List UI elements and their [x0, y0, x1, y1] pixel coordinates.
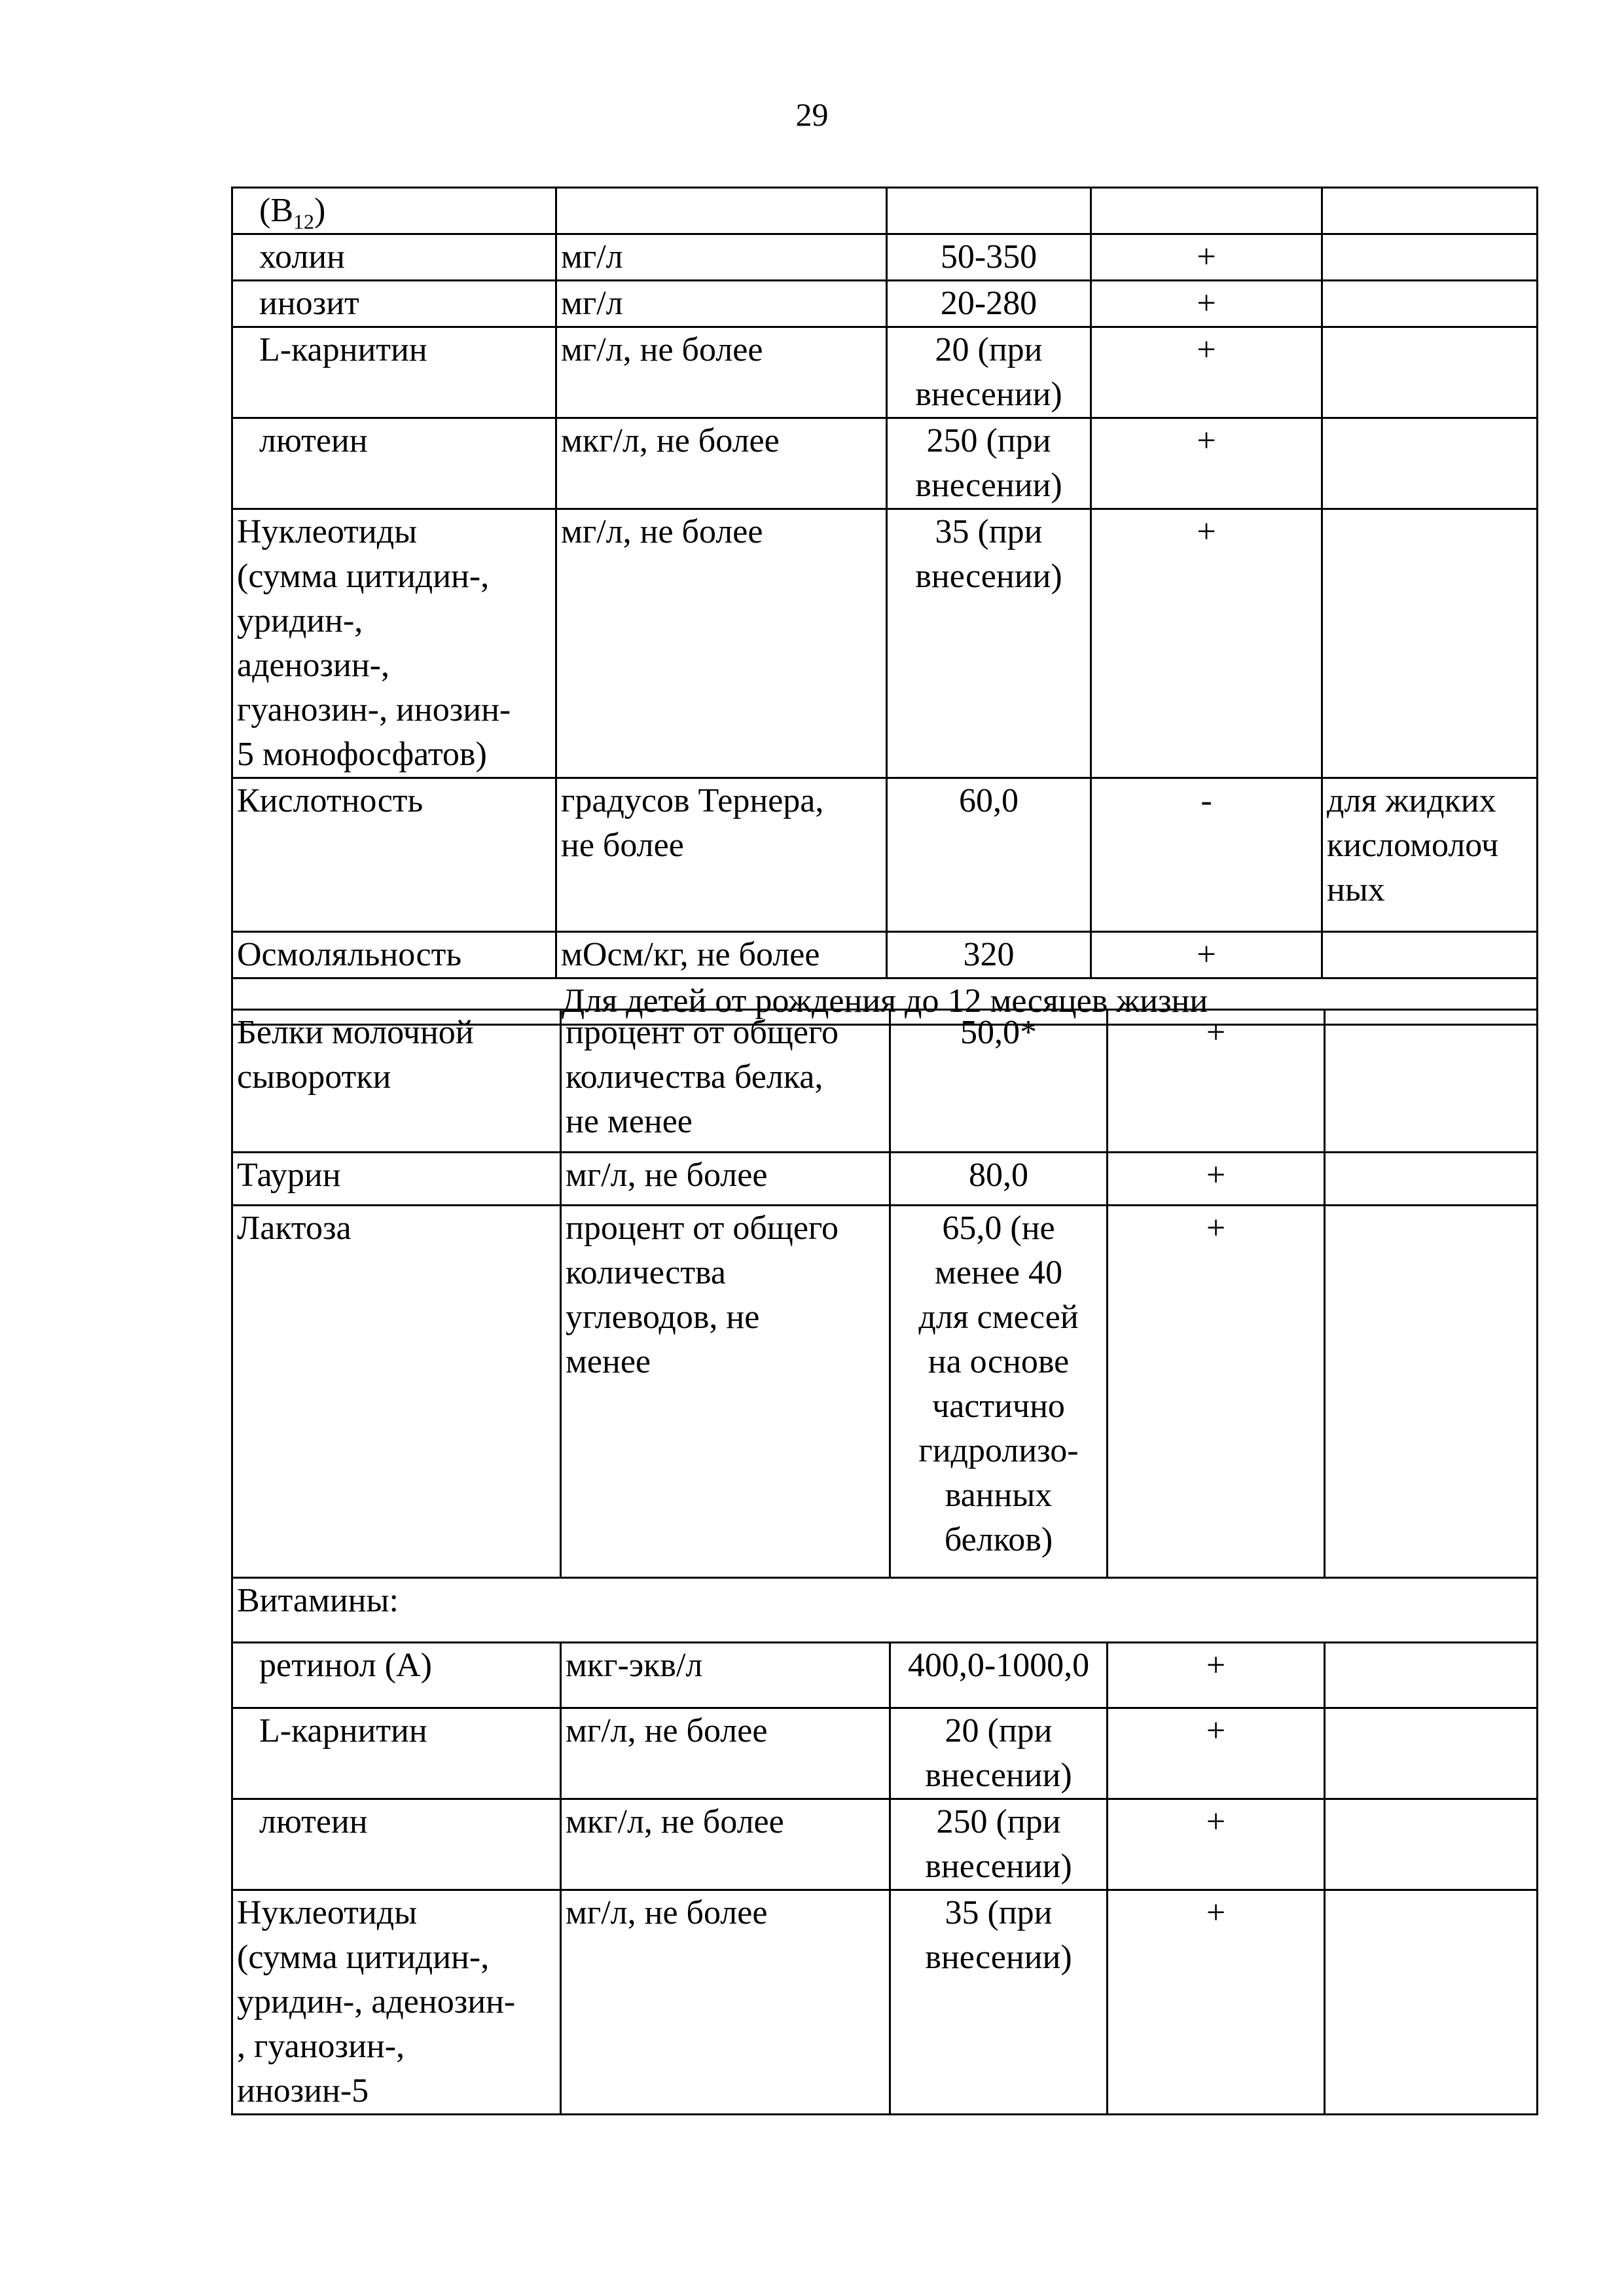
- vitamins-group-label: Витамины:: [232, 1578, 1538, 1643]
- value-cell: 250 (при внесении): [890, 1799, 1108, 1890]
- mark-cell: +: [1091, 327, 1322, 418]
- value-cell: 20 (при внесении): [887, 327, 1091, 418]
- nutrient-name-cell: Нуклеотиды (сумма цитидин-, уридин-, аденозин-, гуанозин-, инозин- 5 монофосфатов): [232, 509, 556, 778]
- nutrient-name-cell: ретинол (А): [232, 1643, 561, 1708]
- table-row: [232, 1206, 1538, 1578]
- mark-cell: +: [1091, 418, 1322, 509]
- unit-cell: мкг/л, не более: [561, 1799, 890, 1890]
- value-cell: 60,0: [887, 778, 1091, 932]
- table-row: [232, 234, 1538, 281]
- nutrient-name-cell: Лактоза: [232, 1206, 561, 1578]
- table-row: [232, 1799, 1538, 1890]
- unit-cell: процент от общего количества углеводов, не менее: [561, 1206, 890, 1578]
- section-heading: Для детей от рождения до 12 месяцев жизни: [232, 978, 1538, 1025]
- nutrient-requirements-table-continued: [231, 187, 1538, 1026]
- page-number: 29: [795, 96, 829, 133]
- unit-cell: мг/л, не более: [561, 1708, 890, 1799]
- nutrient-name-cell: Белки молочной сыворотки: [232, 1010, 561, 1153]
- unit-cell: мкг-экв/л: [561, 1643, 890, 1708]
- value-cell: 250 (при внесении): [887, 418, 1091, 509]
- value-cell: 80,0: [890, 1153, 1108, 1206]
- table-row: [232, 1010, 1538, 1153]
- value-cell: 50-350: [887, 234, 1091, 281]
- mark-cell: +: [1108, 1890, 1325, 2115]
- value-cell: 35 (при внесении): [887, 509, 1091, 778]
- mark-cell: [1091, 188, 1322, 234]
- note-cell: [1325, 1643, 1538, 1708]
- note-cell: [1322, 509, 1538, 778]
- mark-cell: +: [1091, 509, 1322, 778]
- table-row: [232, 1643, 1538, 1708]
- value-cell: [887, 188, 1091, 234]
- mark-cell: +: [1108, 1153, 1325, 1206]
- unit-cell: мкг/л, не более: [556, 418, 887, 509]
- value-cell: 20 (при внесении): [890, 1708, 1108, 1799]
- note-cell: [1325, 1799, 1538, 1890]
- mark-cell: +: [1091, 932, 1322, 978]
- mark-cell: +: [1108, 1643, 1325, 1708]
- nutrient-name-cell: Осмоляльность: [232, 932, 556, 978]
- nutrient-name-cell: холин: [232, 234, 556, 281]
- note-cell: [1325, 1010, 1538, 1153]
- nutrient-name-cell: L-карнитин: [232, 1708, 561, 1799]
- nutrient-name-cell: лютеин: [232, 418, 556, 509]
- mark-cell: -: [1091, 778, 1322, 932]
- mark-cell: +: [1091, 234, 1322, 281]
- unit-cell: мг/л, не более: [561, 1890, 890, 2115]
- group-label-row: [232, 1578, 1538, 1643]
- table-row: [232, 509, 1538, 778]
- nutrient-name-cell: $(B_{12})$: [232, 188, 556, 234]
- note-cell: [1325, 1890, 1538, 2115]
- unit-cell: мг/л, не более: [556, 327, 887, 418]
- note-cell: [1322, 327, 1538, 418]
- value-cell: 50,0*: [890, 1010, 1108, 1153]
- note-cell: [1322, 234, 1538, 281]
- unit-cell: процент от общего количества белка, не менее: [561, 1010, 890, 1153]
- nutrient-name-cell: Таурин: [232, 1153, 561, 1206]
- nutrient-name-cell: Кислотность: [232, 778, 556, 932]
- value-cell: 20-280: [887, 281, 1091, 327]
- note-cell: [1322, 281, 1538, 327]
- value-cell: 400,0-1000,0: [890, 1643, 1108, 1708]
- unit-cell: мг/л, не более: [556, 509, 887, 778]
- mark-cell: +: [1108, 1799, 1325, 1890]
- note-cell: [1322, 188, 1538, 234]
- nutrient-name-cell: Нуклеотиды (сумма цитидин-, уридин-, аденозин- , гуанозин-, инозин-5: [232, 1890, 561, 2115]
- table-row: [232, 1708, 1538, 1799]
- note-cell: [1325, 1708, 1538, 1799]
- table-row: [232, 418, 1538, 509]
- unit-cell: мОсм/кг, не более: [556, 932, 887, 978]
- mark-cell: +: [1108, 1708, 1325, 1799]
- unit-cell: мг/л, не более: [561, 1153, 890, 1206]
- table-row: [232, 1153, 1538, 1206]
- nutrient-name-cell: L-карнитин: [232, 327, 556, 418]
- mark-cell: +: [1108, 1010, 1325, 1153]
- value-cell: 320: [887, 932, 1091, 978]
- table-row: [232, 327, 1538, 418]
- table-row: [232, 932, 1538, 978]
- note-cell: [1322, 932, 1538, 978]
- unit-cell: [556, 188, 887, 234]
- note-cell: для жидких кисломолоч ных: [1322, 778, 1538, 932]
- value-cell: 35 (при внесении): [890, 1890, 1108, 2115]
- note-cell: [1325, 1206, 1538, 1578]
- nutrient-name-cell: инозит: [232, 281, 556, 327]
- table-row: [232, 1890, 1538, 2115]
- mark-cell: +: [1108, 1206, 1325, 1578]
- unit-cell: мг/л: [556, 281, 887, 327]
- value-cell: 65,0 (не менее 40 для смесей на основе частично гидролизо- ванных белков): [890, 1206, 1108, 1578]
- nutrient-name-cell: лютеин: [232, 1799, 561, 1890]
- table-row: [232, 778, 1538, 932]
- unit-cell: мг/л: [556, 234, 887, 281]
- unit-cell: градусов Тернера, не более: [556, 778, 887, 932]
- mark-cell: +: [1091, 281, 1322, 327]
- note-cell: [1322, 418, 1538, 509]
- note-cell: [1325, 1153, 1538, 1206]
- table-row: [232, 188, 1538, 234]
- infant-nutrient-requirements-table: [231, 1009, 1538, 2115]
- table-row: [232, 281, 1538, 327]
